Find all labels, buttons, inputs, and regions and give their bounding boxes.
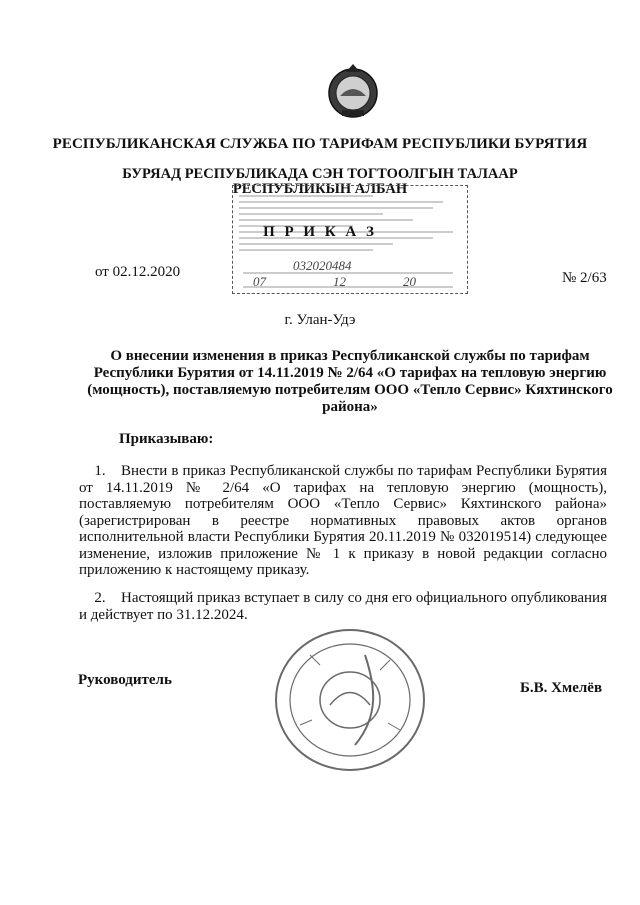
order-item-2 [79,590,607,623]
order-word: Приказываю: [119,431,214,447]
official-seal [270,625,430,775]
document-title: О внесении изменения в приказ Республиканской службы по тарифам Республики Бурятия от 14.11.2019 № 2/64 «О тарифах на тепловую энергию (мощность), поставляемую потребителям ООО «Тепло Сервис» Кяхтинского района» [87,348,613,415]
signature-role: Руководитель [78,672,172,688]
signature-name: Б.В. Хмелёв [520,680,603,696]
document-type: П Р И К А З [263,224,377,240]
stamp-reg-number: 032020484 [293,258,352,273]
order-item-number: 2. [94,590,106,606]
stamp-reg-year: 20 [403,274,416,289]
organization-name-buryat-line-1: БУРЯАД РЕСПУБЛИКАДА СЭН ТОГТООЛГЫН ТАЛААР [122,166,518,182]
stamp-reg-month: 12 [333,274,346,289]
order-item-text: Внести в приказ Республиканской службы по тарифам Республики Бурятия от 14.11.2019 № 2/64 «О тарифах на тепловую энергию (мощность), поставляемую потребителям ООО «Тепло Сервис» Кяхтинского района» (зарегистрирован в реестре нормативных правовых актов органов исполнительной власти Республики Бурятия 20.11.2019 № 032019514) следующее изменение, изложив приложение № 1 к приказу в новой редакции согласно приложению к настоящему приказу. [79,463,607,578]
document-city: г. Улан-Удэ [284,312,356,328]
document-number: № 2/63 [562,270,607,286]
order-item-1 [79,463,607,579]
organization-name-buryat-line-2: РЕСПУБЛИКЫН АЛБАН [232,181,408,197]
document-date: от 02.12.2020 [95,264,181,280]
order-item-number: 1. [94,463,106,479]
organization-name: РЕСПУБЛИКАНСКАЯ СЛУЖБА ПО ТАРИФАМ РЕСПУБЛИКИ БУРЯТИЯ [52,136,588,152]
order-item-text: Настоящий приказ вступает в силу со дня его официального опубликования и действует по 31.12.2024. [79,590,607,623]
coat-of-arms-emblem [322,60,384,122]
stamp-reg-day: 07 [253,274,266,289]
